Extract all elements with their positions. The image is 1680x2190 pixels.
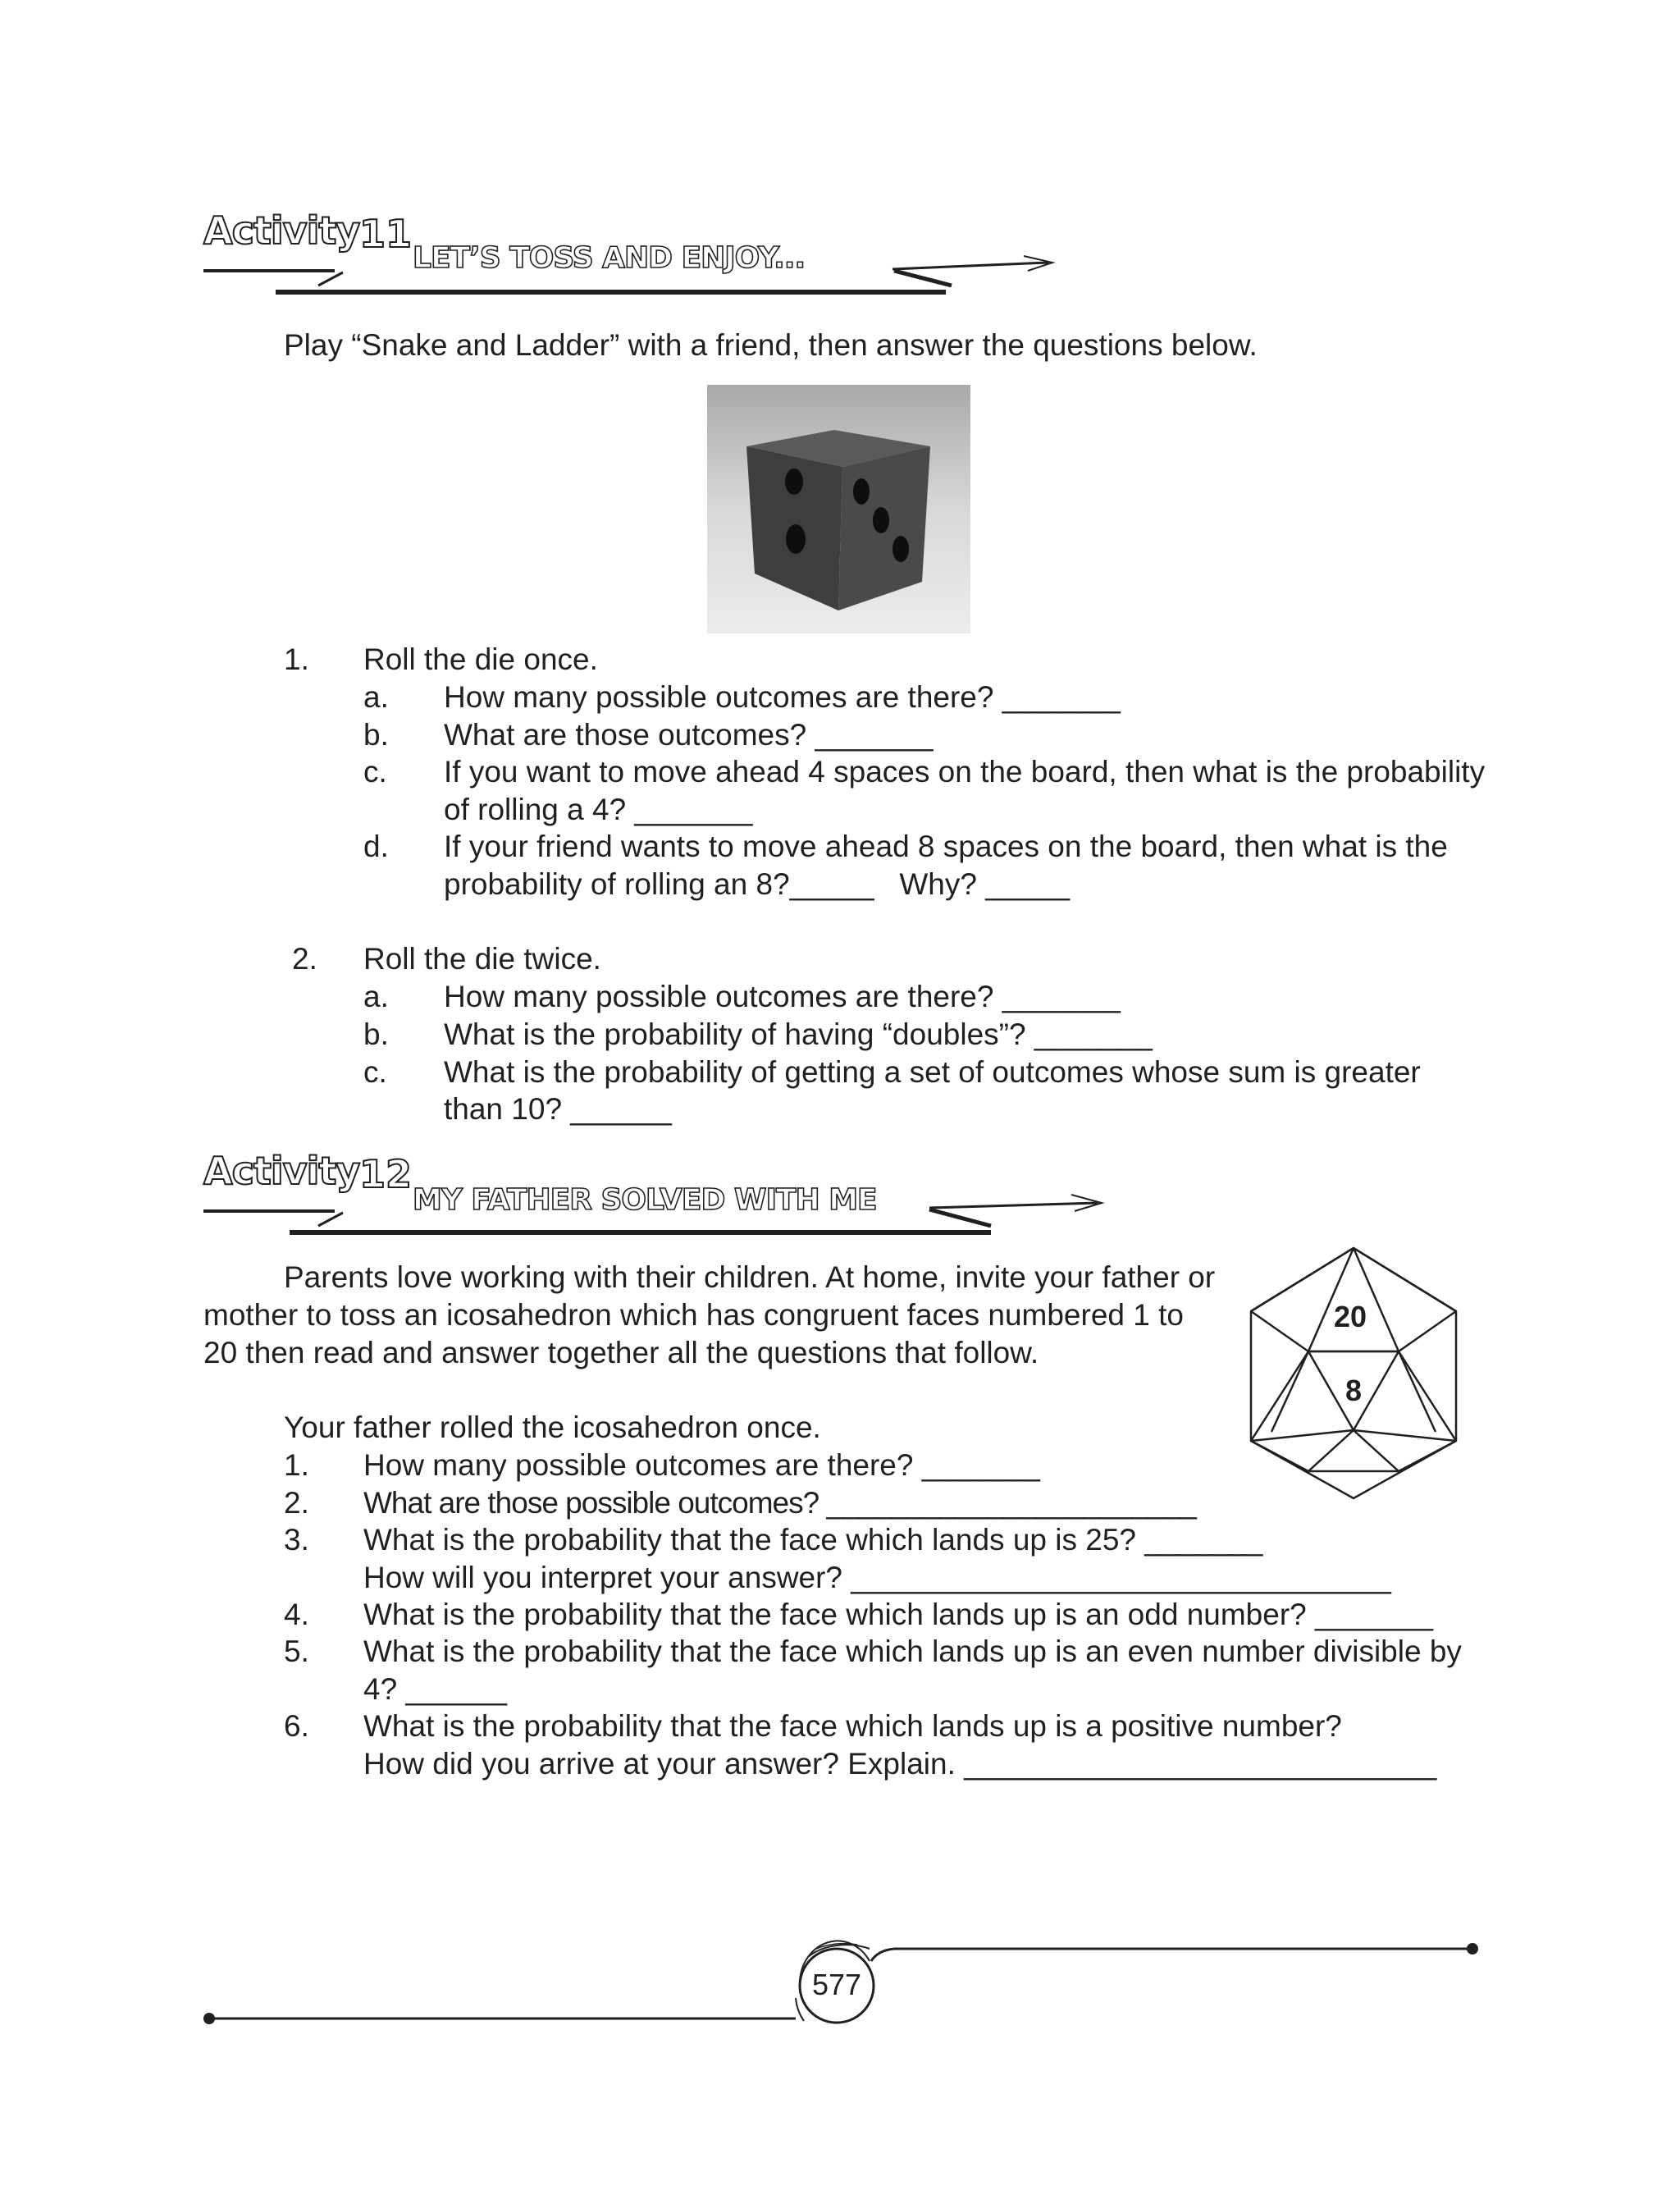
- question-number: 6.: [284, 1709, 309, 1743]
- page-number: 577: [812, 1968, 862, 2001]
- question-number: 3.: [284, 1523, 309, 1557]
- subitem-letter: a.: [363, 980, 389, 1013]
- activity-12-header: [203, 1145, 1122, 1240]
- activity-number: 11: [359, 212, 413, 256]
- activity-12-paragraph-line-1: Parents love working with their children. At home, invite your father or: [284, 1260, 1216, 1294]
- dice-photo: [707, 385, 970, 633]
- question-text: What is the probability that the face which lands up is 25? _______: [363, 1523, 1263, 1557]
- subitem-text: than 10? ______: [444, 1092, 672, 1126]
- subitem-letter: c.: [363, 755, 387, 789]
- activity-11-header: [203, 205, 1065, 299]
- subitem-text: of rolling a 4? _______: [444, 793, 753, 826]
- subitem-text: How many possible outcomes are there? _______: [444, 680, 1121, 714]
- question-text: Roll the die once.: [363, 642, 598, 676]
- icosahedron-diagram: [1239, 1243, 1468, 1502]
- activity-number: 12: [359, 1152, 413, 1196]
- face-label-20: 20: [1333, 1300, 1367, 1333]
- activity-12-paragraph-line-3: 20 then read and answer together all the questions that follow.: [203, 1336, 1039, 1369]
- subitem-text: How many possible outcomes are there? _______: [444, 980, 1121, 1013]
- question-text: What are those possible outcomes? _______________________: [363, 1486, 1196, 1520]
- subitem-text: What are those outcomes? _______: [444, 718, 934, 752]
- subitem-text: What is the probability of getting a set of outcomes whose sum is greater: [444, 1055, 1421, 1089]
- subitem-text: probability of rolling an 8?_____ Why? _____: [444, 867, 1071, 901]
- question-number: 5.: [284, 1634, 309, 1668]
- question-number: 1.: [284, 1448, 309, 1482]
- activity-12-lead: Your father rolled the icosahedron once.: [284, 1410, 821, 1444]
- subitem-text: If your friend wants to move ahead 8 spaces on the board, then what is the: [444, 830, 1448, 863]
- question-number: 1.: [284, 642, 309, 676]
- subitem-letter: b.: [363, 1017, 389, 1051]
- question-number: 4.: [284, 1598, 309, 1631]
- activity-title: MY FATHER SOLVED WITH ME: [413, 1183, 877, 1217]
- activity-label: Activity: [203, 208, 360, 253]
- subitem-letter: c.: [363, 1055, 387, 1089]
- activity-label: Activity: [203, 1149, 360, 1193]
- question-text: Roll the die twice.: [363, 942, 601, 976]
- question-text: What is the probability that the face which lands up is an odd number? _______: [363, 1598, 1434, 1631]
- activity-12-paragraph-line-2: mother to toss an icosahedron which has congruent faces numbered 1 to: [203, 1298, 1184, 1332]
- question-text: What is the probability that the face which lands up is a positive number?: [363, 1709, 1342, 1743]
- activity-title: LET’S TOSS AND ENJOY...: [413, 241, 806, 275]
- question-text: How did you arrive at your answer? Explain. ____________________________: [363, 1747, 1437, 1781]
- question-text: How many possible outcomes are there? _______: [363, 1448, 1040, 1482]
- question-number: 2.: [284, 1486, 309, 1520]
- activity-11-intro: Play “Snake and Ladder” with a friend, then answer the questions below.: [284, 328, 1258, 362]
- face-label-8: 8: [1344, 1374, 1363, 1407]
- subitem-letter: a.: [363, 680, 389, 714]
- header-underline-decoration: [203, 1145, 1122, 1240]
- question-text: How will you interpret your answer? ________________________________: [363, 1561, 1391, 1594]
- question-text: What is the probability that the face which lands up is an even number divisible by: [363, 1634, 1462, 1668]
- subitem-text: What is the probability of having “doubles”? _______: [444, 1017, 1153, 1051]
- header-underline-decoration: [203, 205, 1065, 299]
- question-text: 4? ______: [363, 1672, 507, 1706]
- subitem-letter: b.: [363, 718, 389, 752]
- subitem-text: If you want to move ahead 4 spaces on the board, then what is the probability: [444, 755, 1486, 789]
- subitem-letter: d.: [363, 830, 389, 863]
- question-number: 2.: [292, 942, 317, 976]
